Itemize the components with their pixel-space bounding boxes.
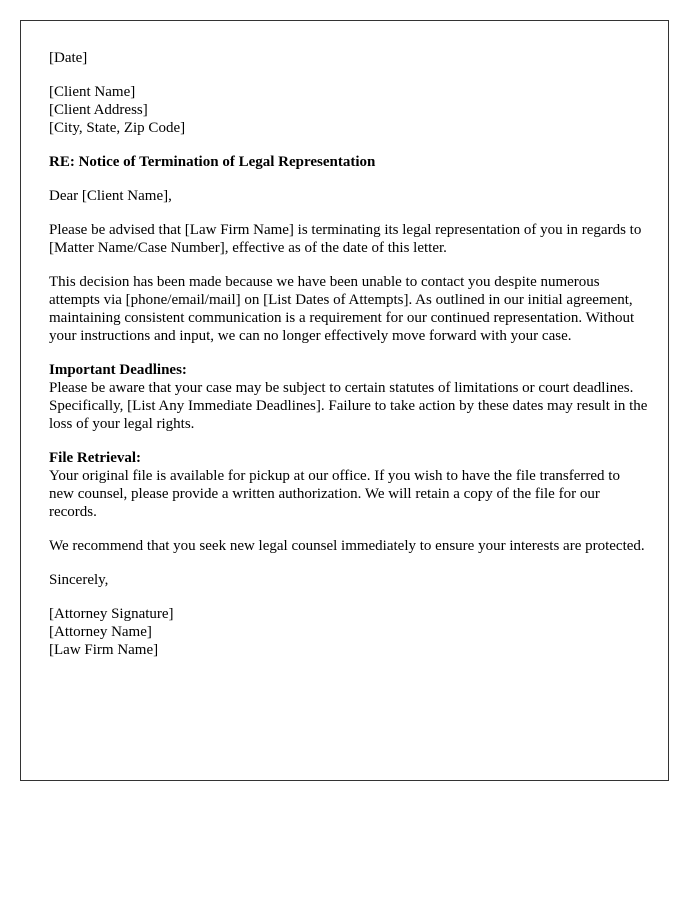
section-file-retrieval [49, 449, 648, 521]
client-address: [Client Address] [49, 102, 148, 118]
paragraph-reason: This decision has been made because we have been unable to contact you despite numerous attempts via [phone/email/mail] on [List Dates of Attempts]. As outlined in our initial agreement, maintaining consistent communication is a requirement for our continued representation. Without your instructions and input, we can no longer effectively move forward with your case. [49, 274, 635, 344]
letter [20, 20, 669, 781]
signature-block [49, 605, 648, 659]
section-text: Your original file is available for pickup at our office. If you wish to have the file transferred to new counsel, please provide a written authorization. We will retain a copy of the file for our records. [49, 468, 620, 520]
recipient-address [49, 83, 648, 137]
section-deadlines [49, 361, 648, 433]
section-heading: Important Deadlines: [49, 362, 187, 378]
salutation: Dear [Client Name], [49, 188, 172, 204]
subject-line: RE: Notice of Termination of Legal Representation [49, 154, 376, 170]
client-name: [Client Name] [49, 84, 136, 100]
paragraph-recommendation: We recommend that you seek new legal counsel immediately to ensure your interests are protected. [49, 538, 645, 554]
closing: Sincerely, [49, 572, 109, 588]
client-city-state-zip: [City, State, Zip Code] [49, 120, 186, 136]
section-heading: File Retrieval: [49, 450, 142, 466]
section-text: Please be aware that your case may be subject to certain statutes of limitations or court deadlines. Specifically, [List Any Immediate Deadlines]. Failure to take action by these dates may result in the loss of your legal rights. [49, 380, 648, 432]
attorney-name: [Attorney Name] [49, 624, 152, 640]
date: [Date] [49, 50, 88, 66]
paragraph-termination: Please be advised that [Law Firm Name] is terminating its legal representation of you in regards to [Matter Name/Case Number], effective as of the date of this letter. [49, 222, 642, 256]
attorney-signature: [Attorney Signature] [49, 606, 174, 622]
law-firm-name: [Law Firm Name] [49, 642, 159, 658]
